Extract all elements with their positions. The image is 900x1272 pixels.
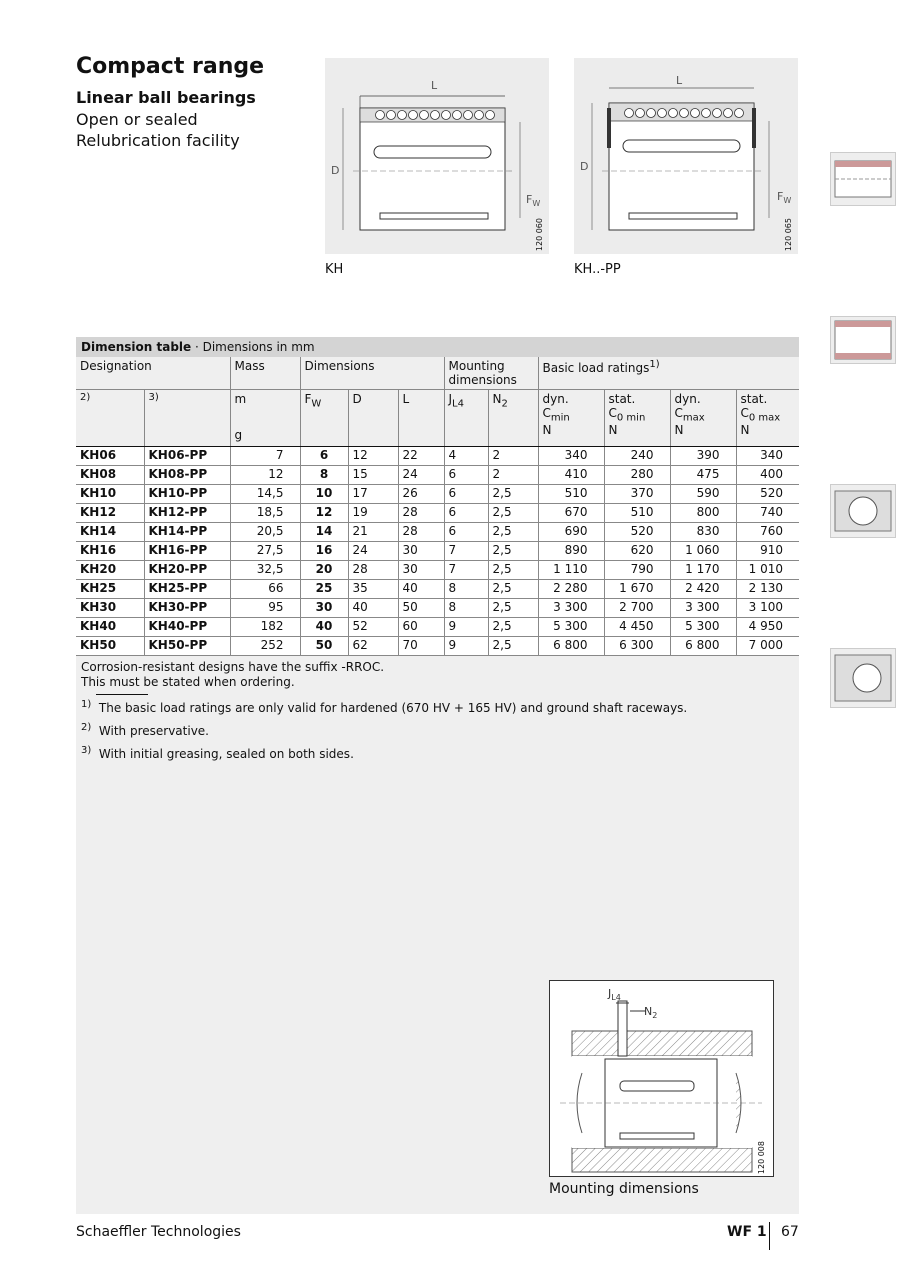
table-cell: KH25-PP [144,580,230,599]
table-cell: 25 [300,580,348,599]
table-cell: 1 670 [604,580,670,599]
header-mounting: Mounting dimensions [444,357,538,390]
table-cell: 28 [398,523,444,542]
unit-cmin: dyn. $C_{min}$ N [538,390,604,447]
table-cell: 830 [670,523,736,542]
table-cell: KH14-PP [144,523,230,542]
table-row [76,561,799,580]
table-cell: 2,5 [488,637,538,656]
table-row [76,504,799,523]
label-f: F [777,190,784,203]
table-cell: KH16 [76,542,144,561]
table-cell: KH50-PP [144,637,230,656]
table-cell: 5 300 [538,618,604,637]
footnote-rule [96,694,148,695]
table-cell: 6 [444,466,488,485]
table-cell: 1 060 [670,542,736,561]
table-cell: 340 [736,447,799,466]
table-cell: 240 [604,447,670,466]
table-cell: 19 [348,504,398,523]
table-title: Dimension table [81,340,192,354]
unit-mass: m g [230,390,300,447]
thumbnail-bearing-side[interactable] [830,152,896,206]
table-subtitle: · Dimensions in mm [191,340,315,354]
feature-line-2: Relubrication facility [76,131,240,150]
table-cell: 28 [348,561,398,580]
table-cell: 10 [300,485,348,504]
table-row [76,485,799,504]
table-cell: 24 [398,466,444,485]
table-cell: 12 [348,447,398,466]
table-cell: 2,5 [488,542,538,561]
bearing-drawing-kh-pp [574,58,798,254]
table-cell: 22 [398,447,444,466]
label-d: D [580,160,589,173]
header-mass: Mass [230,357,300,390]
figure-caption-kh-pp: KH..-PP [574,262,621,277]
header-load-ratings [538,357,799,390]
table-cell: 2,5 [488,504,538,523]
table-cell: KH50 [76,637,144,656]
unit-cmax: dyn. $C_{max}$ N [670,390,736,447]
unit-c0max: stat. $C_{0 max}$ N [736,390,799,447]
mounting-drawing [550,981,773,1176]
table-cell: 590 [670,485,736,504]
table-cell: KH10 [76,485,144,504]
table-cell: 2,5 [488,599,538,618]
table-cell: 760 [736,523,799,542]
table-cell: 182 [230,618,300,637]
table-cell: 26 [398,485,444,504]
table-cell: 6 800 [670,637,736,656]
table-cell: 890 [538,542,604,561]
table-cell: 62 [348,637,398,656]
table-cell: 24 [348,542,398,561]
label-l: L [431,79,438,92]
table-title-bar [76,337,799,357]
notes [81,660,799,762]
svg-text:N2 [644,1005,657,1020]
table-cell: 910 [736,542,799,561]
table-cell: 3 100 [736,599,799,618]
table-row [76,542,799,561]
table-cell: 30 [398,542,444,561]
dimension-table [76,357,799,656]
table-cell: 370 [604,485,670,504]
table-row [76,523,799,542]
table-cell: 2 [488,447,538,466]
table-cell: 690 [538,523,604,542]
table-cell: 2,5 [488,523,538,542]
table-cell: 7 [444,561,488,580]
svg-text:FW [777,190,791,205]
unit-jl4: $J_{L4}$ [444,390,488,447]
table-cell: 14,5 [230,485,300,504]
table-cell: KH40 [76,618,144,637]
figure-code: 120 065 [784,218,793,252]
table-cell: 8 [444,580,488,599]
table-cell: 510 [538,485,604,504]
table-cell: 2 420 [670,580,736,599]
table-cell: 32,5 [230,561,300,580]
table-cell: 2,5 [488,618,538,637]
header-dimensions: Dimensions [300,357,444,390]
table-cell: KH30-PP [144,599,230,618]
footnote-3: $^{3)}$ With initial greasing, sealed on both sides. [81,745,354,761]
table-cell: 1 110 [538,561,604,580]
table-cell: 70 [398,637,444,656]
table-cell: 27,5 [230,542,300,561]
unit-l: L [398,390,444,447]
table-cell: 670 [538,504,604,523]
label-j: J [608,987,612,1000]
figure-kh [325,58,549,254]
table-cell: 21 [348,523,398,542]
unit-c0min: stat. $C_{0 min}$ N [604,390,670,447]
table-cell: 35 [348,580,398,599]
header-load-label: Basic load ratings [542,361,650,375]
footnote-2: $^{2)}$ With preservative. [81,722,209,738]
unit-fn2: 2) [76,390,144,447]
table-cell: 20,5 [230,523,300,542]
table-cell: 12 [300,504,348,523]
table-cell: 9 [444,637,488,656]
label-d: D [331,164,340,177]
table-row [76,637,799,656]
footer-company: Schaeffler Technologies [76,1224,241,1240]
table-cell: 66 [230,580,300,599]
table-cell: 28 [398,504,444,523]
table-cell: KH40-PP [144,618,230,637]
table-cell: 6 300 [604,637,670,656]
table-cell: 1 170 [670,561,736,580]
table-cell: 8 [444,599,488,618]
table-cell: 6 800 [538,637,604,656]
table-cell: KH08-PP [144,466,230,485]
figure-caption-kh: KH [325,262,344,277]
table-cell: KH16-PP [144,542,230,561]
table-cell: 7 000 [736,637,799,656]
table-cell: 60 [398,618,444,637]
table-cell: 520 [604,523,670,542]
mounting-figure-code: 120 008 [757,1141,766,1175]
table-cell: 40 [348,599,398,618]
mounting-caption: Mounting dimensions [549,1181,699,1197]
table-row [76,618,799,637]
table-cell: 620 [604,542,670,561]
table-cell: 790 [604,561,670,580]
table-cell: 340 [538,447,604,466]
table-cell: 18,5 [230,504,300,523]
table-cell: KH30 [76,599,144,618]
note-corrosion-2: This must be stated when ordering. [81,675,295,689]
unit-d: D [348,390,398,447]
table-cell: 52 [348,618,398,637]
page-title: Compact range [76,54,265,79]
table-cell: 800 [670,504,736,523]
table-cell: 2 280 [538,580,604,599]
table-cell: KH14 [76,523,144,542]
table-cell: 17 [348,485,398,504]
table-cell: KH20 [76,561,144,580]
header-load-footnote: 1) [649,359,660,370]
table-cell: 20 [300,561,348,580]
label-f: F [526,193,533,206]
table-cell: 410 [538,466,604,485]
footer-divider [769,1222,770,1250]
table-cell: 4 450 [604,618,670,637]
table-cell: 50 [398,599,444,618]
table-cell: 40 [300,618,348,637]
table-cell: KH25 [76,580,144,599]
table-cell: 15 [348,466,398,485]
figure-kh-pp [574,58,798,254]
table-cell: 95 [230,599,300,618]
bearing-drawing-kh [325,58,549,254]
table-cell: 475 [670,466,736,485]
table-cell: KH10-PP [144,485,230,504]
table-cell: 40 [398,580,444,599]
table-cell: KH20-PP [144,561,230,580]
table-cell: 6 [300,447,348,466]
table-cell: 2 [488,466,538,485]
table-cell: 510 [604,504,670,523]
mounting-figure [549,980,774,1177]
table-row [76,447,799,466]
table-cell: KH06 [76,447,144,466]
table-cell: 30 [300,599,348,618]
label-n-sub: 2 [652,1011,658,1020]
thumbnail-bearing-flange[interactable] [830,648,896,708]
table-cell: 6 [444,504,488,523]
feature-line-1: Open or sealed [76,110,198,129]
table-row [76,580,799,599]
table-cell: 6 [444,485,488,504]
table-cell: 50 [300,637,348,656]
label-l: L [676,74,683,87]
table-cell: 2,5 [488,485,538,504]
unit-n2: $N_2$ [488,390,538,447]
table-cell: 4 [444,447,488,466]
page-subtitle: Linear ball bearings [76,88,256,107]
table-cell: 30 [398,561,444,580]
thumbnail-bearing-housing[interactable] [830,484,896,538]
table-cell: 7 [230,447,300,466]
table-row [76,599,799,618]
table-cell: 400 [736,466,799,485]
note-corrosion-1: Corrosion-resistant designs have the suffix -RROC. [81,660,385,674]
table-cell: 14 [300,523,348,542]
table-row [76,466,799,485]
table-cell: 2,5 [488,580,538,599]
figure-code: 120 060 [535,218,544,252]
thumbnail-bearing-section[interactable] [830,316,896,364]
table-cell: KH12 [76,504,144,523]
table-cell: 3 300 [670,599,736,618]
svg-text:JL4 [607,987,621,1002]
table-cell: KH06-PP [144,447,230,466]
table-cell: 8 [300,466,348,485]
label-j-sub: L4 [611,993,621,1002]
table-cell: KH08 [76,466,144,485]
label-f-sub: W [532,199,541,208]
label-f-sub: W [783,196,792,205]
table-cell: 3 300 [538,599,604,618]
table-cell: KH12-PP [144,504,230,523]
footnote-1: $^{1)}$ The basic load ratings are only valid for hardened (670 HV + 165 HV) and ground shaft raceways. [81,699,688,715]
table-cell: 1 010 [736,561,799,580]
table-cell: 520 [736,485,799,504]
table-cell: 7 [444,542,488,561]
table-cell: 9 [444,618,488,637]
table-cell: 2 700 [604,599,670,618]
table-cell: 5 300 [670,618,736,637]
footer-section: WF 1 [727,1224,767,1240]
svg-text:FW [526,193,540,208]
table-cell: 740 [736,504,799,523]
table-cell: 2 130 [736,580,799,599]
table-cell: 12 [230,466,300,485]
header-designation: Designation [76,357,230,390]
table-cell: 16 [300,542,348,561]
table-cell: 6 [444,523,488,542]
unit-fw: $F_W$ [300,390,348,447]
footer-page-number: 67 [781,1224,799,1240]
table-cell: 252 [230,637,300,656]
table-cell: 4 950 [736,618,799,637]
table-cell: 390 [670,447,736,466]
table-cell: 280 [604,466,670,485]
table-cell: 2,5 [488,561,538,580]
label-n: N [644,1005,653,1018]
unit-fn3: 3) [144,390,230,447]
